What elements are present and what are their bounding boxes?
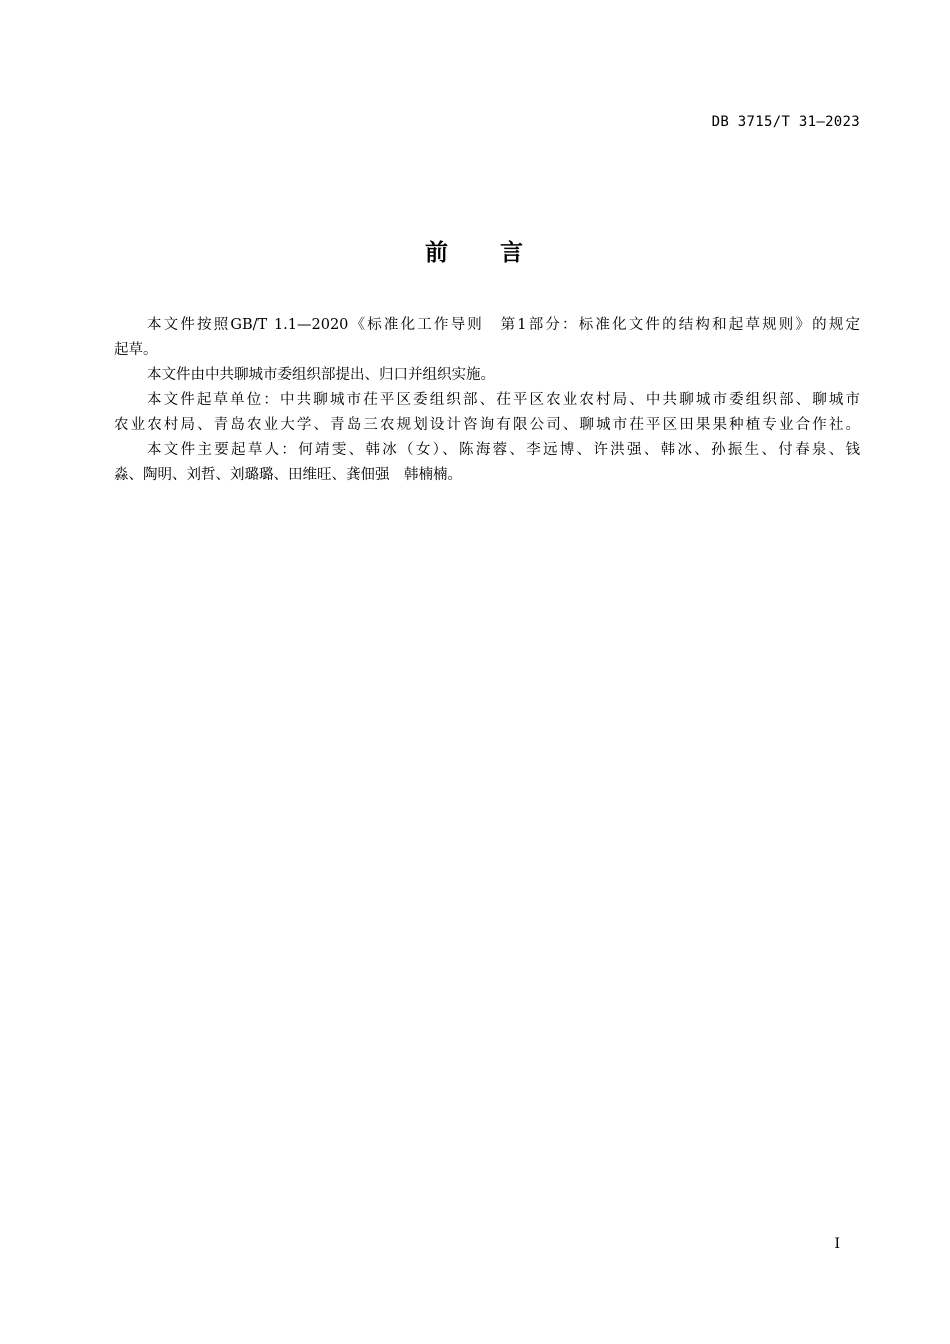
paragraph-line: 农业农村局、青岛农业大学、青岛三农规划设计咨询有限公司、聊城市茌平区田果果种植专业合作社。 — [114, 417, 860, 433]
paragraph-drafting-units — [114, 388, 860, 438]
paragraph-line: 本文件主要起草人：何靖雯、韩冰（女）、陈海蓉、李远博、许洪强、韩冰、孙振生、付春泉、钱 — [147, 442, 860, 458]
paragraph-line: 起草。 — [114, 342, 158, 358]
paragraph-line: 本文件由中共聊城市委组织部提出、归口并组织实施。 — [147, 367, 495, 383]
page-title: 前 言 — [425, 240, 525, 266]
document-code: DB 3715/T 31—2023 — [711, 114, 860, 130]
paragraph-drafting-rules — [114, 313, 860, 363]
page-number: I — [834, 1236, 840, 1252]
paragraph-proposer — [114, 363, 860, 388]
foreword-body — [114, 313, 860, 488]
paragraph-line: 本文件起草单位：中共聊城市茌平区委组织部、茌平区农业农村局、中共聊城市委组织部、聊城市 — [147, 392, 860, 408]
paragraph-drafters — [114, 438, 860, 488]
paragraph-line: 淼、陶明、刘哲、刘璐璐、田维旺、龚佃强 韩楠楠。 — [114, 467, 462, 483]
paragraph-line: 本文件按照GB/T 1.1—2020《标准化工作导则 第1部分：标准化文件的结构和起草规则》的规定 — [147, 317, 860, 333]
